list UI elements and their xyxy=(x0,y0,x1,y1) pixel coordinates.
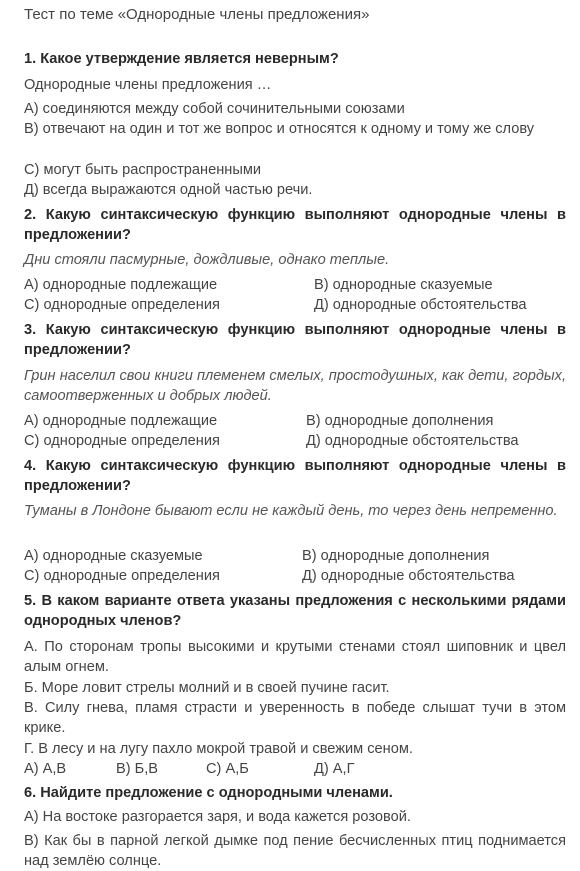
question-6-option-a: А) На востоке разгорается заря, и вода кажется розовой. xyxy=(24,809,411,825)
question-1-option-c: С) могут быть распространенными xyxy=(24,162,261,178)
question-2-heading: 2. Какую синтаксическую функцию выполняют однородные члены в предложении? xyxy=(24,207,566,243)
question-5-option-b: В) Б,В xyxy=(116,761,159,777)
question-3-heading: 3. Какую синтаксическую функцию выполняют однородные члены в предложении? xyxy=(24,322,566,358)
question-4-option-c: С) однородные определения xyxy=(24,568,220,584)
question-6-heading: 6. Найдите предложение с однородными членами. xyxy=(24,785,393,801)
question-2-option-a: А) однородные подлежащие xyxy=(24,277,218,293)
question-3-option-a: А) однородные подлежащие xyxy=(24,413,218,429)
question-4-option-b: В) однородные дополнения xyxy=(302,548,490,564)
question-2-option-c: С) однородные определения xyxy=(24,297,220,313)
question-5-option-c: С) А,Б xyxy=(206,761,249,777)
question-1-option-b: В) отвечают на один и тот же вопрос и относятся к одному и тому же слову xyxy=(24,121,535,137)
question-5-sentence-d: Г. В лесу и на лугу пахло мокрой травой и свежим сеном. xyxy=(24,741,413,757)
question-4-option-a: А) однородные сказуемые xyxy=(24,548,203,564)
question-4-option-d: Д) однородные обстоятельства xyxy=(302,568,515,584)
question-3-option-b: В) однородные дополнения xyxy=(306,413,494,429)
question-3-option-d: Д) однородные обстоятельства xyxy=(306,433,519,449)
question-2-example: Дни стояли пасмурные, дождливые, однако теплые. xyxy=(24,252,390,268)
document-title: Тест по теме «Однородные члены предложения» xyxy=(24,6,370,23)
question-5-sentence-a: А. По сторонам тропы высокими и крутыми стенами стоял шиповник и цвел алым огнем. xyxy=(24,639,566,675)
question-2-option-d: Д) однородные обстоятельства xyxy=(314,297,527,313)
question-2-option-b: В) однородные сказуемые xyxy=(314,277,493,293)
question-1-option-d: Д) всегда выражаются одной частью речи. xyxy=(24,182,313,198)
question-5-option-d: Д) А,Г xyxy=(314,761,355,777)
question-4-heading: 4. Какую синтаксическую функцию выполняют однородные члены в предложении? xyxy=(24,458,566,494)
question-1-option-a: А) соединяются между собой сочинительными союзами xyxy=(24,101,405,117)
question-5-heading: 5. В каком варианте ответа указаны предложения с несколькими рядами однородных членов? xyxy=(24,593,566,629)
question-5-option-a: А) А,В xyxy=(24,761,67,777)
question-3-option-c: С) однородные определения xyxy=(24,433,220,449)
question-3-example: Грин населил свои книги племенем смелых, простодушных, как дети, гордых, самоотверженных и добрых людей. xyxy=(24,368,566,404)
question-6-option-b: В) Как бы в парной легкой дымке под пение бесчисленных птиц поднимается над землёю солнце. xyxy=(24,833,566,869)
question-5-sentence-c: В. Силу гнева, пламя страсти и уверенность в победе слышат тучи в этом крике. xyxy=(24,700,566,736)
question-1-lead: Однородные члены предложения … xyxy=(24,77,272,93)
question-5-sentence-b: Б. Море ловит стрелы молний и в своей пучине гасит. xyxy=(24,680,390,696)
question-4-example: Туманы в Лондоне бывают если не каждый день, то через день непременно. xyxy=(24,503,558,519)
question-1-heading: 1. Какое утверждение является неверным? xyxy=(24,51,339,67)
